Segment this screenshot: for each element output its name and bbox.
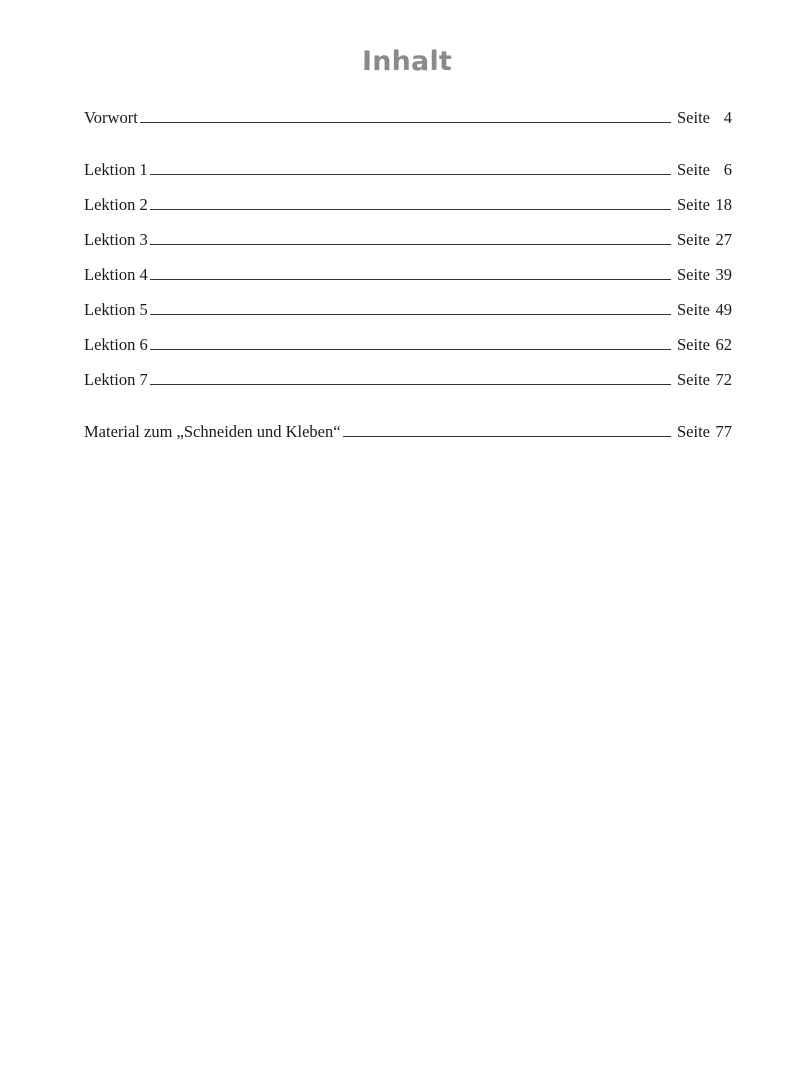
toc-entry-label: Lektion 2: [84, 195, 148, 214]
toc-entry-lektion-3: [84, 226, 732, 261]
toc-entry-label: Lektion 5: [84, 300, 148, 319]
toc-page-ref: [677, 104, 732, 132]
seite-word: Seite: [677, 195, 710, 214]
toc-page-ref: [677, 418, 732, 446]
seite-word: Seite: [677, 108, 710, 127]
toc-entry-vorwort: [84, 104, 732, 139]
seite-word: Seite: [677, 300, 710, 319]
toc-entry-lektion-2: [84, 191, 732, 226]
seite-word: Seite: [677, 265, 710, 284]
toc-page-ref: [677, 331, 732, 359]
seite-word: Seite: [677, 230, 710, 249]
toc-page-ref: [677, 156, 732, 184]
seite-word: Seite: [677, 422, 710, 441]
toc-page-ref: [677, 296, 732, 324]
leader-line: [150, 313, 671, 315]
toc-page-ref: [677, 261, 732, 289]
leader-line: [140, 121, 671, 123]
toc-entry-label: Material zum „Schneiden und Kleben“: [84, 422, 341, 441]
toc-entry-lektion-7: [84, 366, 732, 401]
leader-line: [150, 278, 671, 280]
toc-entry-label: Lektion 7: [84, 370, 148, 389]
toc-entry-lektion-5: [84, 296, 732, 331]
toc-entry-label: Lektion 3: [84, 230, 148, 249]
seite-word: Seite: [677, 335, 710, 354]
leader-line: [150, 208, 671, 210]
toc-entry-label: Lektion 1: [84, 160, 148, 179]
seite-word: Seite: [677, 370, 710, 389]
seite-word: Seite: [677, 160, 710, 179]
page-number: 27: [715, 230, 732, 249]
leader-line: [150, 348, 671, 350]
toc-entry-lektion-1: [84, 156, 732, 191]
leader-line: [343, 435, 671, 437]
page-number: 6: [723, 160, 732, 179]
toc-entry-material: [84, 418, 732, 453]
toc-entry-lektion-4: [84, 261, 732, 296]
page-number: 4: [723, 108, 732, 127]
page-number: 72: [715, 370, 732, 389]
table-of-contents: [84, 104, 732, 453]
page-number: 18: [715, 195, 732, 214]
page-number: 62: [715, 335, 732, 354]
toc-entry-lektion-6: [84, 331, 732, 366]
toc-page-ref: [677, 226, 732, 254]
page-number: 77: [715, 422, 732, 441]
toc-entry-label: Lektion 4: [84, 265, 148, 284]
leader-line: [150, 383, 671, 385]
toc-entry-label: Vorwort: [84, 108, 138, 127]
toc-page-ref: [677, 191, 732, 219]
page-title: Inhalt: [361, 46, 453, 77]
leader-line: [150, 243, 671, 245]
leader-line: [150, 173, 671, 175]
toc-page-ref: [677, 366, 732, 394]
page-number: 39: [715, 265, 732, 284]
page-number: 49: [715, 300, 732, 319]
toc-entry-label: Lektion 6: [84, 335, 148, 354]
